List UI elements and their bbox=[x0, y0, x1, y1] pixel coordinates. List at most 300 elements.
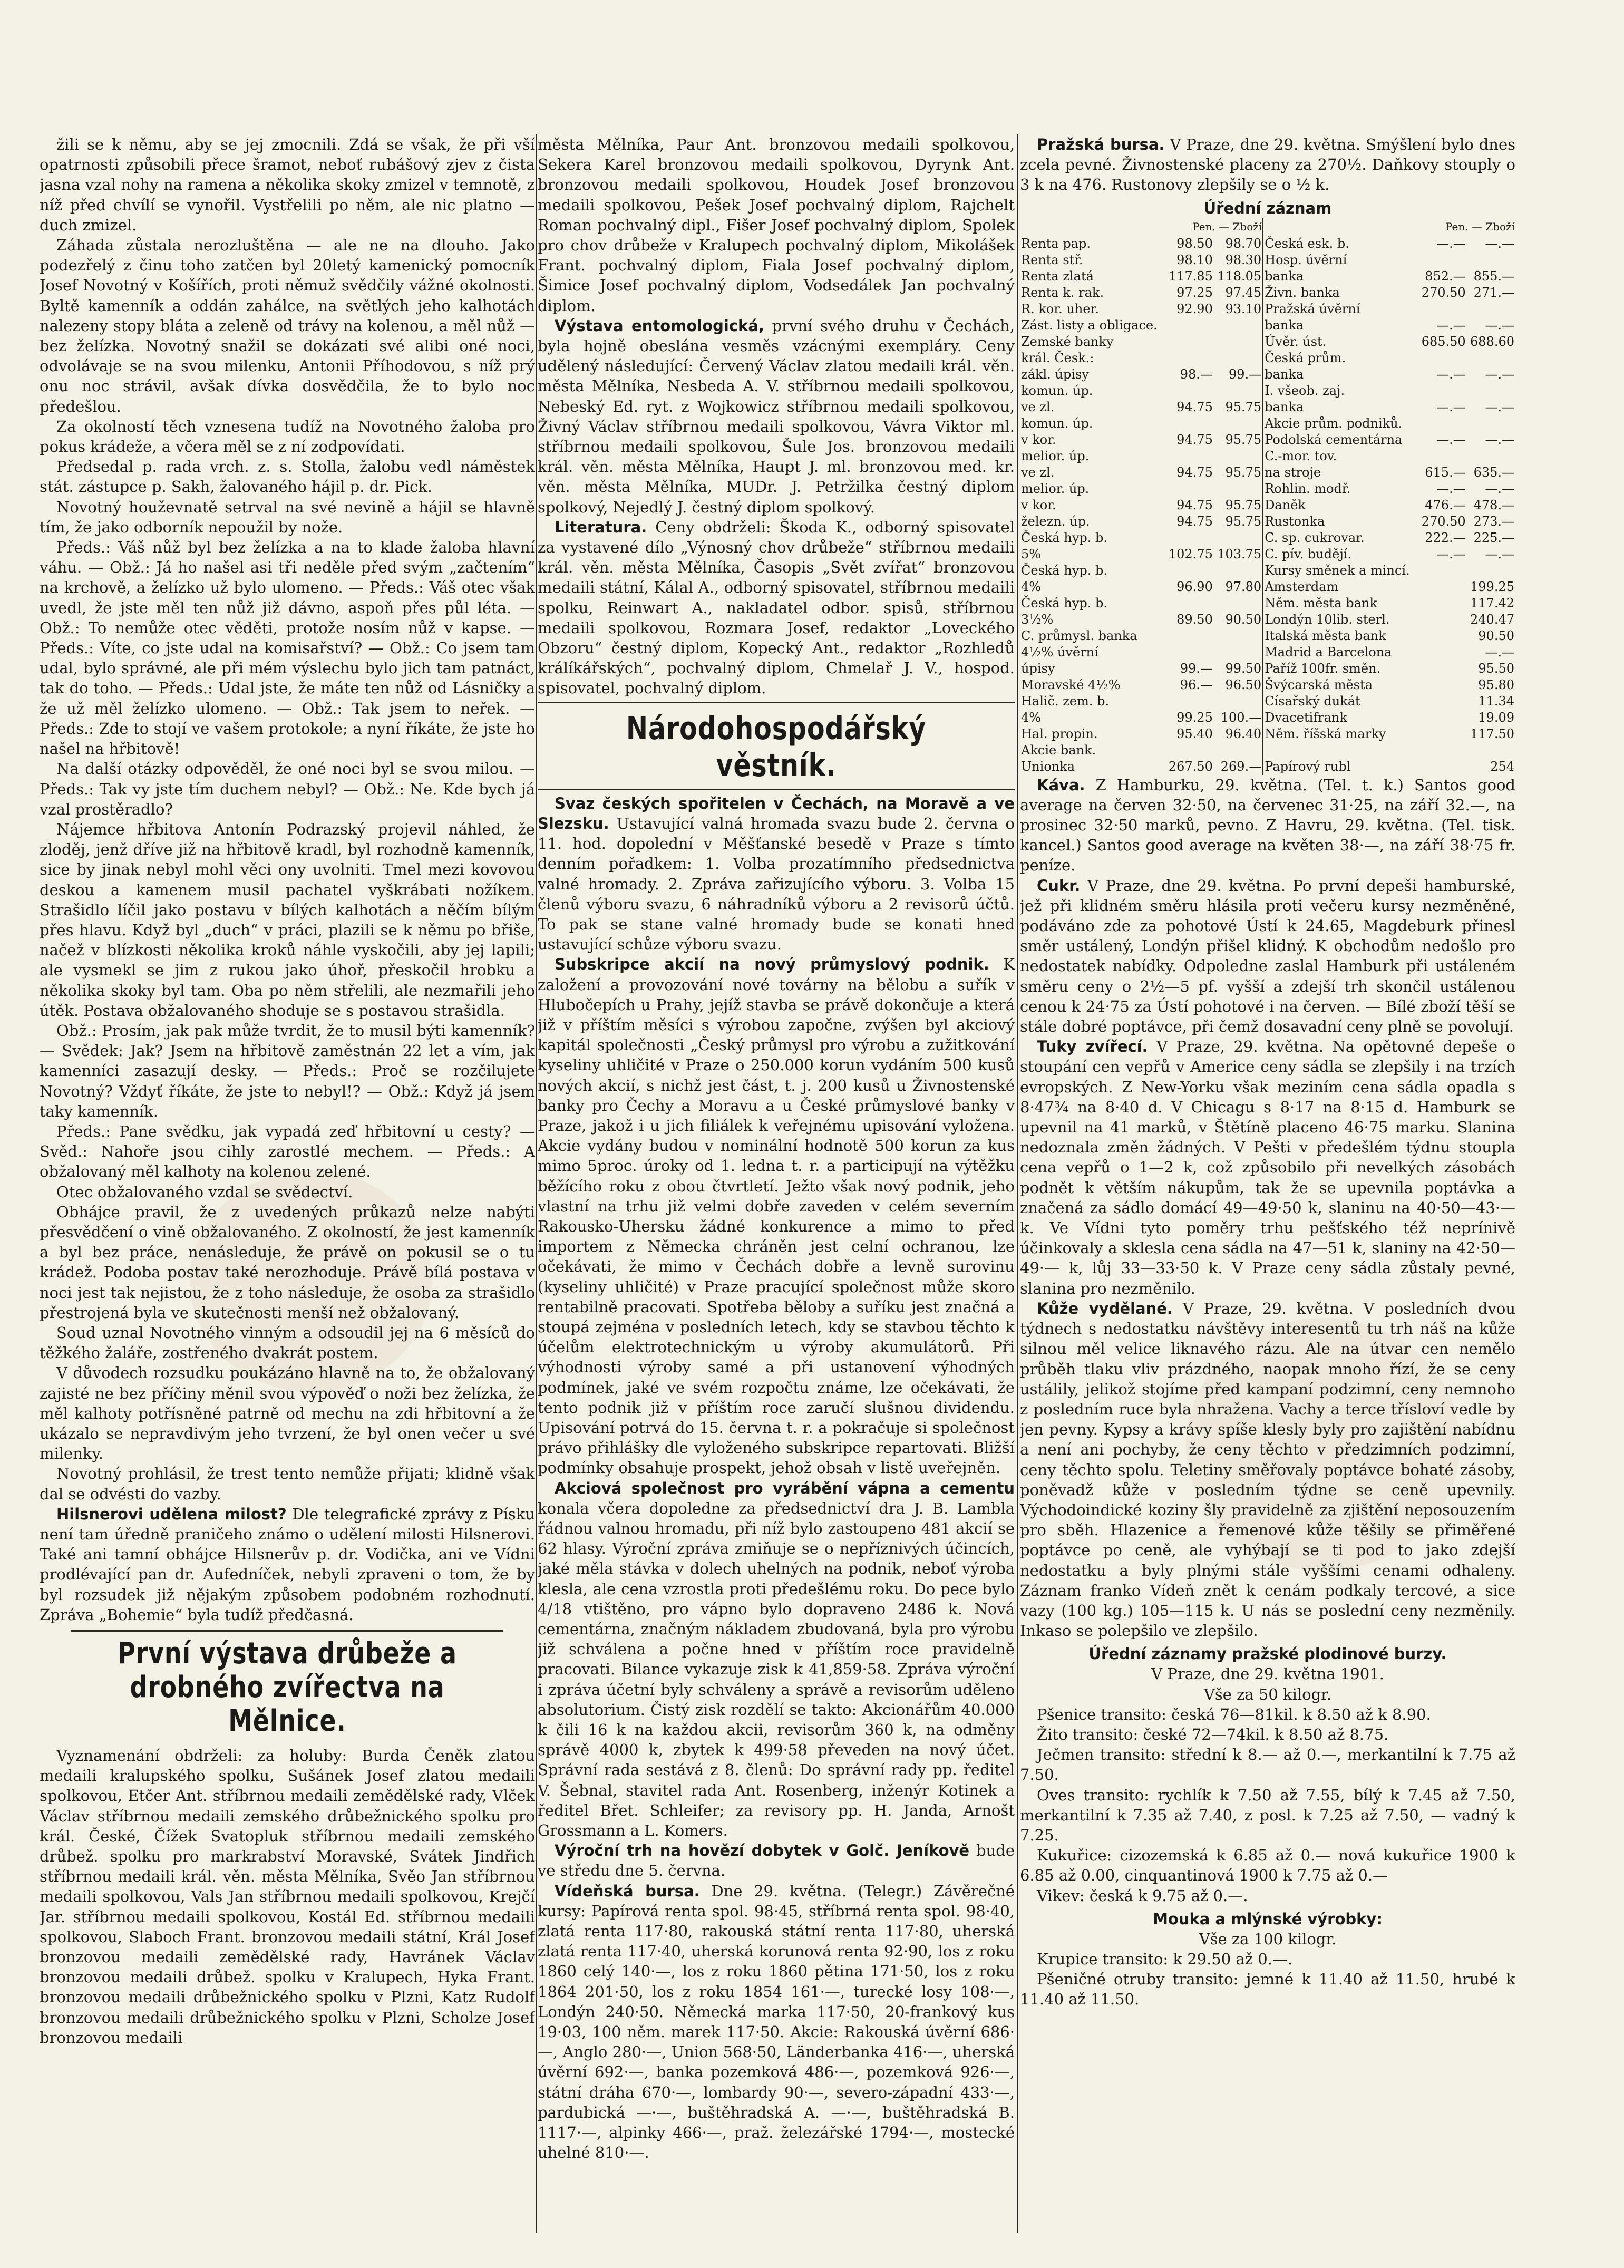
table-cell: 4% bbox=[1021, 579, 1042, 594]
table-cell: Dvacetifrank bbox=[1263, 710, 1418, 726]
table-cell: Renta k. rak. bbox=[1021, 285, 1104, 300]
lead-heading: Káva. bbox=[1037, 776, 1085, 794]
table-cell bbox=[1467, 383, 1515, 399]
table-cell bbox=[1418, 563, 1466, 579]
article-svaz bbox=[538, 793, 1015, 955]
table-row bbox=[1020, 399, 1515, 415]
article-text: Dle telegrafické zprávy z Písku není tam úředně praničeho známo o udělení milosti Hilsnerovi. Také ani tamní obhájce Hilsnerův p. dr. Vodička, ani ve Vídni prodlévající pan dr. Aufedníček, nebyli zpraveni o tom, že by byl rozsudek již nějakým způsobem podobném rozhodnutí. Zpráva „Bohemie“ byla tudíž předčasná. bbox=[40, 1505, 535, 1624]
article-text: konala včera dopoledne za předsednictví dra J. B. Lambla řádnou valnou hromadu, při níž bylo zastoupeno 481 akcií se 62 hlasy. Výroční zpráva zmiňuje se o nepříznivých účincích, jaké měla stávka v dolech uhelných na podnik, neboť výroba klesla, ale cena vzrostla proti předešlému roku. Do pece bylo 4/18 vtištěno, pro vápno bylo dopraveno 2486 k. Nová cementárna, značným nákladem zbudovaná, byla pro výrobu již schválena a počne hned v příštím roce pravidelně pracovati. Bilance vykazuje zisk k 41,859·58. Zpráva výroční i zpráva účetní byly schváleny a správě a revisorům uděleno absolutorium. Čistý zisk rozdělí se takto: Akcionářům 40.000 k čili 16 k na každou akcii, revisorům 360 k, na odměny správě 4000 k, zbytek k 499·58 převeden na nový účet. Správní rada sestává z 8. členů: Do správní rady pp. ředitel V. Šebnal, stavitel rada Ant. Rosenberg, inženýr Kotinek a ředitel Břet. Schleifer; za revisory pp. H. Janda, Arnošt Grossmann a L. Komers. bbox=[538, 1499, 1015, 1840]
table-cell bbox=[1467, 448, 1515, 464]
table-cell: 118.05 bbox=[1217, 268, 1262, 284]
table-cell bbox=[1165, 693, 1214, 710]
table-row bbox=[1020, 301, 1515, 317]
produce-price-line: Vikev: česká k 9.75 až 0.—. bbox=[1037, 1886, 1248, 1905]
separator bbox=[71, 1630, 503, 1632]
table-cell bbox=[1214, 481, 1263, 497]
lead-heading: Výstava entomologická, bbox=[555, 316, 764, 335]
article-paragraph: Obhájce pravil, že z uvedených průkazů nelze nabýti přesvědčení o vině obžalovaného. Z okolností, že jest kamenník a byl bez práce, nenásleduje, že právě on pokusil se o tu krádež. Podoba postav také nerozhoduje. Právě bílá postava v noci jest tak nejistou, že z toho následuje, že osoba za strašidlo přestrojená byla ve skutečnosti menší než obžalovaný. bbox=[40, 1203, 535, 1322]
table-row bbox=[1020, 563, 1515, 579]
article-text: V Praze, 29. května. Na opětovné depeše o stoupání cen vepřů v Americe ceny sádla se zlepšily i na trzích evropských. Z New-Yorku však meziním cena sádla opadla s 8·47¾ na 8·40 d. V Chicagu s 8·17 na 8·15 d. Hamburk se upevnil na 41 marků, v Štětíně placeno 46·75 marku. Slanina nedoznala změn žádných. V Pešti v předešlém týdnu stoupla cena vepřů o 1—2 k, což způsobilo při nevelkých zásobách podnět k větším nákupům, tak že se upevnila poptávka a značená za sádlo domácí 49—49·50 k, slaninu na 40·50—43·— k. Ve Vídni tyto poměry trhu pešťského též neprínivě účinkovaly a sklesla cena sádla na 47—51 k, slaniny na 42·50—49·— k, lůj 33—33·50 k. V Praze ceny sádla zůstaly pevné, slanina pro nezměnilo. bbox=[1020, 1038, 1515, 1297]
table-cell: R. kor. uher. bbox=[1021, 301, 1099, 316]
article-paragraph: Za okolností těch vznesena tudíž na Novotného žaloba pro pokus krádeže, a včera měl se z ní zodpovídati. bbox=[40, 417, 535, 456]
column-1 bbox=[40, 134, 535, 2233]
table-cell: 94.75 bbox=[1176, 513, 1213, 529]
table-cell: 476.— bbox=[1425, 497, 1466, 512]
table-cell: Úvěr. úst. bbox=[1263, 334, 1418, 350]
section-heading: První výstava drůbeže a drobného zvířectva na Mělnice. bbox=[118, 1636, 457, 1739]
table-cell: 225.— bbox=[1473, 530, 1514, 545]
table-row bbox=[1020, 497, 1515, 513]
article-text: Z Hamburku, 29. května. (Tel. t. k.) Santos good average na červen 32·50, na červenec 31·25, na září 32.—, na prosinec 32·50 marků, pevno. Z Havru, 29. května. (Tel. tisk. kancel.) Santos good average na květen 38·—, na září 38·75 fr. peníze. bbox=[1020, 776, 1515, 875]
article-prazska-bursa bbox=[1020, 134, 1515, 195]
table-cell bbox=[1418, 301, 1466, 317]
table-cell bbox=[1165, 334, 1214, 350]
table-cell: 90.50 bbox=[1225, 612, 1262, 627]
article-literature bbox=[538, 517, 1015, 699]
table-cell bbox=[1418, 350, 1466, 366]
column-rule bbox=[536, 134, 537, 2233]
table-cell bbox=[1214, 644, 1263, 661]
article-kava bbox=[1020, 775, 1515, 876]
table-cell: 271.— bbox=[1473, 285, 1514, 300]
article-paragraph: Otec obžalovaného vzdal se svědectví. bbox=[56, 1183, 353, 1201]
table-cell bbox=[1467, 350, 1515, 366]
article-paragraph: Obž.: Prosím, jak pak může tvrdit, že to musil býti kamenník? — Svědek: Jak? Jsem na hřbitově zaměstnán 22 let a vím, jak kamenníci zasazují desky. — Předs.: Proč se rozčilujete Novotný? Vždyť říkáte, že jste to nebyl!? — Obž.: Když já jsem taky kamenník. bbox=[40, 1021, 535, 1120]
table-cell: Něm. města bank bbox=[1263, 595, 1418, 612]
table-cell: 615.— bbox=[1425, 464, 1466, 480]
table-row bbox=[1020, 710, 1515, 726]
column-header: Pen. — Zboží bbox=[1192, 220, 1262, 233]
table-cell: 685.50 bbox=[1421, 334, 1466, 349]
table-row bbox=[1020, 448, 1515, 464]
table-cell: 97.45 bbox=[1225, 285, 1262, 300]
table-cell: 95.40 bbox=[1176, 726, 1213, 741]
table-cell: Moravské 4½% bbox=[1021, 677, 1121, 692]
lead-heading: Cukr. bbox=[1037, 876, 1081, 895]
table-cell: —.— bbox=[1485, 481, 1514, 496]
table-cell: v kor. bbox=[1021, 432, 1056, 447]
article-paragraph: V důvodech rozsudku poukázáno hlavně na to, že obžalovaný zajisté ne bez příčiny měnil svou výpověď o noži bez želízka, že měl kalhoty potřísněné patrně od mechu na zdi hřbitovní a že ukázalo se nepravdivým jeho tvrzení, že byl onen večer u své milenky. bbox=[40, 1364, 535, 1463]
article-paragraph: Předsedal p. rada vrch. z. s. Stolla, žalobu vedl náměstek stát. zástupce p. Sakh, žalovaného hájil p. dr. Pick. bbox=[40, 458, 535, 496]
table-cell: 855.— bbox=[1473, 268, 1514, 284]
lead-heading: Pražská bursa. bbox=[1037, 135, 1165, 153]
table-cell: 96.40 bbox=[1225, 726, 1262, 741]
lead-heading: Svaz českých spořitelen v Čechách, na Moravě a ve Slezsku. bbox=[538, 794, 1015, 832]
section-heading: Mouka a mlýnské výrobky: bbox=[1153, 1910, 1383, 1928]
lead-heading: Literatura. bbox=[555, 518, 647, 536]
table-cell: Akcie bank. bbox=[1021, 742, 1096, 758]
table-cell: 267.50 bbox=[1168, 759, 1213, 774]
table-cell: —.— bbox=[1485, 644, 1514, 660]
table-cell: 95.75 bbox=[1225, 399, 1262, 414]
article-paragraph: Předs.: Pane svědku, jak vypadá zeď hřbitovní u cesty? — Svěd.: Nahoře jsou cihly zarostlé mechem. — Předs.: A obžalovaný měl kalhoty na kolenou zelené. bbox=[40, 1122, 535, 1181]
column-header: Pen. — Zboží bbox=[1445, 220, 1515, 233]
table-cell: 5% bbox=[1021, 546, 1042, 561]
table-cell bbox=[1214, 595, 1263, 612]
table-cell bbox=[1165, 317, 1214, 334]
table-cell bbox=[1214, 383, 1263, 399]
table-cell: 99.50 bbox=[1225, 661, 1262, 676]
table-cell: Renta zlatá bbox=[1021, 268, 1094, 284]
article-kuze bbox=[1020, 1298, 1515, 1641]
table-cell: 96.— bbox=[1180, 677, 1213, 692]
table-cell: 270.50 bbox=[1421, 513, 1466, 529]
table-cell: Česká hyp. b. bbox=[1021, 530, 1107, 545]
table-row bbox=[1020, 464, 1515, 481]
table-cell: C. pív. budějí. bbox=[1263, 546, 1418, 563]
table-row bbox=[1020, 677, 1515, 693]
table-cell: komun. úp. bbox=[1021, 383, 1093, 398]
table-cell: 117.50 bbox=[1470, 726, 1514, 741]
table-cell: —.— bbox=[1436, 317, 1466, 333]
table-cell: Akcie prům. podniků. bbox=[1263, 415, 1418, 432]
table-cell: 98.30 bbox=[1225, 252, 1262, 267]
article-paragraph: Záhada zůstala nerozluštěna — ale ne na dlouho. Jako podezřelý z činu toho zatčen byl 20letý kamenický pomocník Josef Novotný v Košířích, proti němuž svědčily vážné okolnosti. Byltě kamenník a oddán zahálce, na světlých jeho kalhotách nalezeny stopy bláta a zeleně od trávy na kolenou, a měl nůž — bez želízka. Novotný snažil se dokázati své alibi oné noci, odvolávaje se na svou milenku, Antonii Příhodovou, s níž prý onu noc strávil, avšak dívka dosvědčila, že to bylo noc předešlou. bbox=[40, 236, 535, 415]
column-rule bbox=[1017, 134, 1018, 2233]
produce-price-line: Oves transito: rychlík k 7.50 až 7.55, bílý k 7.45 až 7.50, merkantilní k 7.35 až 7.40, z posl. k 7.25 až 7.50, — vadný k 7.25. bbox=[1020, 1786, 1515, 1844]
table-cell: 3½% bbox=[1021, 612, 1054, 627]
table-cell: úpisy bbox=[1021, 661, 1055, 676]
table-cell: Papírový rubl bbox=[1263, 759, 1418, 775]
table-cell: Zást. listy a obligace. bbox=[1021, 317, 1158, 333]
table-cell bbox=[1418, 677, 1466, 693]
lead-heading: Hilsnerovi udělena milost? bbox=[56, 1505, 287, 1523]
table-row bbox=[1020, 252, 1515, 268]
table-cell bbox=[1214, 563, 1263, 579]
table-cell: na stroje bbox=[1263, 464, 1418, 481]
section-heading: Úřední záznamy pražské plodinové burzy. bbox=[1088, 1645, 1447, 1663]
table-cell: 11.34 bbox=[1478, 693, 1514, 709]
table-cell bbox=[1165, 350, 1214, 366]
table-cell bbox=[1418, 612, 1466, 628]
table-row bbox=[1020, 759, 1515, 775]
produce-price-line: Žito transito: české 72—74kil. k 8.50 až 8.75. bbox=[1037, 1725, 1389, 1743]
table-cell: 98.10 bbox=[1176, 252, 1213, 267]
table-cell: 95.50 bbox=[1478, 661, 1514, 676]
table-cell bbox=[1467, 301, 1515, 317]
table-cell bbox=[1165, 383, 1214, 399]
table-cell: Amsterdam bbox=[1263, 579, 1418, 595]
table-cell: Italská města bank bbox=[1263, 628, 1418, 644]
table-cell bbox=[1214, 334, 1263, 350]
table-cell bbox=[1214, 415, 1263, 432]
table-cell bbox=[1418, 726, 1466, 742]
table-cell: Česká esk. b. bbox=[1263, 236, 1418, 252]
table-cell: C.-mor. tov. bbox=[1263, 448, 1418, 464]
table-cell: 94.75 bbox=[1176, 399, 1213, 414]
article-paragraph: Nájemce hřbitova Antonín Podrazský projevil náhled, že zloděj, jenž dříve již na hřbitově kradl, byl rozhodně kamenník, sice by jinak nebyl mohl věci ony uvolniti. Tmel mezi kovovou deskou a kamenem musil pachatel vyškrábati nožíkem. Strašidlo líčil jako postavu v bílých kalhotách a něčím bílým přes hlavu. Když byl „duch“ v práci, plazili se k němu po břiše, načež v blízkosti několika kroků náhle vyskočili, aby jej lapili; ale vysmekl se jim z rukou jako úhoř, přeskočil hrobku a několika skoky byl tam. Oba po něm střelili, ale nezmařili jeho útěk. Postava obžalovaného shoduje se s postavou strašidla. bbox=[40, 820, 535, 1020]
table-row bbox=[1020, 317, 1515, 334]
column-3 bbox=[1020, 134, 1515, 2233]
table-cell: —.— bbox=[1485, 317, 1514, 333]
table-cell bbox=[1214, 448, 1263, 464]
table-row bbox=[1020, 726, 1515, 742]
table-cell bbox=[1418, 252, 1466, 268]
article-text: V Praze, dne 29. května. Po první depeši hamburské, jež při klidném směru hlásila proti večeru kursy nezměněné, podáváno zde za pohotové Ústí k 24.65, Magdeburk přinesl směr ustálený, Londýn přišel klidný. K obchodům nedošlo pro nedostatek nabídky. Odpoledne zaslal Hamburk při ustáleném směru ceny o 2½—5 pf. vyšší a zdejší trh skončil ustálenou cenou k 24·75 za Ústí pohotové i na červen. — Bílé zboží těší se stále dobré poptávce, při čemž dosavadní ceny plně se povolují. bbox=[1020, 876, 1515, 1036]
table-cell: 99.— bbox=[1180, 661, 1213, 676]
table-row bbox=[1020, 383, 1515, 399]
article-text: V Praze, dne 29. května. Smýšlení bylo dnes zcela pevné. Živnostenské placeny za 270½. Daňkovy stouply o 3 k na 476. Rustonovy zlepšily se o ½ k. bbox=[1020, 135, 1515, 194]
table-cell: I. všeob. zaj. bbox=[1263, 383, 1418, 399]
table-cell bbox=[1165, 628, 1214, 644]
table-cell: Rustonka bbox=[1263, 513, 1418, 530]
article-paragraph: Novotný houževnatě setrval na své nevině a hájil se hlavně tím, že jako odborník nepoužil by nože. bbox=[40, 498, 535, 536]
table-cell: 688.60 bbox=[1470, 334, 1514, 349]
table-cell: banka bbox=[1263, 268, 1418, 285]
table-cell: melior. úp. bbox=[1021, 448, 1090, 463]
table-cell bbox=[1418, 383, 1466, 399]
produce-price-line: Ječmen transito: střední k 8.— až 0.—, merkantilní k 7.75 až 7.50. bbox=[1020, 1746, 1515, 1784]
table-cell: 97.80 bbox=[1225, 579, 1262, 594]
table-cell: 852.— bbox=[1425, 268, 1466, 284]
table-row bbox=[1020, 742, 1515, 759]
table-cell: 117.42 bbox=[1470, 595, 1514, 610]
table-cell bbox=[1165, 448, 1214, 464]
lead-heading: Subskripce akcií na nový průmyslový podnik. bbox=[555, 955, 989, 974]
table-row bbox=[1020, 661, 1515, 677]
table-cell: 98.50 bbox=[1176, 236, 1213, 251]
table-cell: 270.50 bbox=[1421, 285, 1466, 300]
article-paragraph: Soud uznal Novotného vinným a odsoudil jej na 6 měsíců do těžkého žaláře, zostřeného dvakrát postem. bbox=[40, 1323, 535, 1362]
article-text: Vyznamenání obdrželi: za holuby: Burda Čeněk zlatou medaili kralupského spolku, Sušánek Josef zlatou medaili spolkovou, Etčer Ant. stříbrnou medaili zemědělské rady, Vlček Václav stříbrnou medaili zemského drůbežnického spolku pro král. České, Čížek Svatopluk stříbrnou medaili zemského drůbež. spolku pro markrabství Moravské, Svátek Jindřich stříbrnou medaili král. věn. města Mělníka, Svěo Jan stříbrnou medaili spolkovou, Vals Jan stříbrnou medaili spolkovou, Krejčí Jar. stříbrnou medaili spolkovou, Kostál Ed. stříbrnou medaili spolkovou, Slaboch Frant. bronzovou medaili státní, Král Josef bronzovou medaili zemědělské rady, Havránek Václav bronzovou medaili drůbež. spolku v Kralupech, Hyka Frant. bronzovou medaili drůbežnického spolku v Plzni, Katz Rudolf bronzovou medaili drůbežnického spolku v Plzni, Scholze Josef bronzovou medaili bbox=[40, 1747, 535, 2047]
table-cell: 96.50 bbox=[1225, 677, 1262, 692]
table-row bbox=[1020, 644, 1515, 661]
table-cell: 4% bbox=[1021, 710, 1042, 725]
table-cell: —.— bbox=[1436, 366, 1466, 382]
table-cell: Halič. zem. b. bbox=[1021, 693, 1110, 709]
table-cell: 95.80 bbox=[1478, 677, 1514, 692]
table-cell: Císařský dukát bbox=[1263, 693, 1418, 710]
table-row bbox=[1020, 236, 1515, 252]
table-cell bbox=[1418, 661, 1466, 677]
table-row bbox=[1020, 546, 1515, 563]
article-akciova bbox=[538, 1478, 1015, 1841]
table-cell: 269.— bbox=[1220, 759, 1262, 774]
table-cell: Česká hyp. b. bbox=[1021, 563, 1107, 578]
table-cell bbox=[1165, 595, 1214, 612]
table-cell: 222.— bbox=[1425, 530, 1466, 545]
article-cukr bbox=[1020, 876, 1515, 1037]
table-cell bbox=[1214, 628, 1263, 644]
table-cell: 96.90 bbox=[1176, 579, 1213, 594]
table-cell: ve zl. bbox=[1021, 399, 1055, 414]
table-cell bbox=[1467, 742, 1515, 759]
table-cell: Kursy směnek a mincí. bbox=[1263, 563, 1418, 579]
table-cell bbox=[1418, 415, 1466, 432]
article-entomology bbox=[538, 316, 1015, 517]
table-cell: Hal. propin. bbox=[1021, 726, 1098, 741]
table-cell: Česká prům. bbox=[1263, 350, 1418, 366]
table-cell: ve zl. bbox=[1021, 464, 1055, 480]
table-cell: 117.85 bbox=[1168, 268, 1213, 284]
table-cell: —.— bbox=[1436, 432, 1466, 447]
table-cell: 95.75 bbox=[1225, 497, 1262, 512]
table-cell: Renta pap. bbox=[1021, 236, 1091, 251]
table-cell: 254 bbox=[1490, 759, 1514, 774]
table-row bbox=[1020, 612, 1515, 628]
table-cell bbox=[1418, 579, 1466, 595]
table-row bbox=[1020, 334, 1515, 350]
table-cell bbox=[1418, 742, 1466, 759]
table-cell: —.— bbox=[1485, 366, 1514, 382]
table-cell bbox=[1418, 595, 1466, 612]
article-videnska-bursa bbox=[538, 1881, 1015, 2163]
table-cell: banka bbox=[1263, 366, 1418, 383]
table-cell bbox=[1418, 759, 1466, 775]
table-cell: Londýn 10lib. sterl. bbox=[1263, 612, 1418, 628]
separator bbox=[538, 789, 1015, 790]
table-cell: Madrid a Barcelona bbox=[1263, 644, 1418, 661]
article-vyrocni-trh bbox=[538, 1840, 1015, 1881]
article-paragraph: Předs.: Váš nůž byl bez želízka a na to klade žaloba hlavní váhu. — Obž.: Já ho našel asi tři neděle před svým „začtením“ na krchově, a želízko už bylo ulomeno. — Předs.: Váš otec však uvedl, že jste měl ten nůž již dávno, aspoň přes půl léta. — Obž.: To nemůže otec věděti, protože nosím nůž v kapse. — Předs.: Víte, co jste udal na komisařství? — Obž.: Co jsem tam udal, bylo správné, ale při mém výslechu bylo jich tam patnáct, tak do toho. — Předs.: Udal jste, že máte ten nůž od Lásničky a že už měl želízko ulomeno. — Obž.: Tak jsem to neřek. — Předs.: Zde to stojí ve vašem protokole; a nyní říkáte, že jste ho našel na hřbitově! bbox=[40, 538, 535, 758]
article-text: K založení a provozování nové továrny na bělobu a suřík v Hlubočepích u Prahy, jejíž stavba se právě dokončuje a která již v příštím měsíci s výrobou započne, zvýšen byl akciový kapitál společnosti „Český průmysl pro výrobu a zužitkování kyseliny uhličité v Praze o 250.000 korun vydáním 500 kusů nových akcií, s nichž jest část, t. j. 200 kusů u Živnostenské banky pro Čechy a Moravu a u České průmyslové banky v Praze, jakož i u jich filiálek k veřejnému upisování vyložena. Akcie vydány budou v nominální hodnotě 500 korun za kus mimo 5proc. úroky od 1. ledna t. r. a participují na výtěžku běžícího roku z obou čtvrtletí. Ježto však nový podnik, jeho vlastní na trhu již velmi dobře zaveden v celém severním Rakousko-Uhersku žádné konkurence a mimo to před importem z Německa chráněn jest celní ochranou, lze očekávati, že mimo v Čechách dobře a levně surovinu (kyseliny uhličité) v Praze pracující společnost může skoro rentabilně pracovati. Spotřeba běloby a suříku jest značná a stoupá zejména v posledních letech, kdy se stavbou těchto k účelům elektrotechnickým u výroby akumulátorů. Při výhodnosti výroby samé a při ustanovení výhodných podmínek, jaké ve svém rozpočtu známe, lze očekávati, že tento podnik již v příštím roce zaručí slušnou dividendu. Upisování potrvá do 15. června t. r. a pokračuje si společnost právo přihlášky dle vyloženého subskripce repartovati. Bližší podmínky obsahuje prospekt, jehož obsah v listě uveřejněn. bbox=[538, 955, 1015, 1477]
article-paragraph: Novotný prohlásil, že trest tento nemůže přijati; klidně však dal se odvésti do vazby. bbox=[40, 1465, 535, 1503]
table-cell: 19.09 bbox=[1478, 710, 1514, 725]
table-cell: Zemské banky bbox=[1021, 334, 1114, 349]
table-row bbox=[1020, 366, 1515, 383]
flour-price-line: Pšeničné otruby transito: jemné k 11.40 až 11.50, hrubé k 11.40 až 11.50. bbox=[1020, 1970, 1515, 2009]
table-row bbox=[1020, 432, 1515, 448]
table-cell: 95.75 bbox=[1225, 513, 1262, 529]
table-cell bbox=[1165, 530, 1214, 546]
table-cell: 99.25 bbox=[1176, 710, 1213, 725]
table-cell: v kor. bbox=[1021, 497, 1056, 512]
table-cell bbox=[1214, 742, 1263, 759]
market-table bbox=[1020, 218, 1515, 775]
table-cell: C. sp. cukrovar. bbox=[1263, 530, 1418, 546]
table-cell: Podolská cementárna bbox=[1263, 432, 1418, 448]
table-cell: —.— bbox=[1436, 481, 1466, 496]
table-cell: —.— bbox=[1485, 236, 1514, 251]
table-cell: —.— bbox=[1485, 399, 1514, 414]
table-cell: —.— bbox=[1436, 236, 1466, 251]
table-cell bbox=[1214, 530, 1263, 546]
lead-heading: Kůže vydělané. bbox=[1037, 1299, 1173, 1317]
table-cell: železn. úp. bbox=[1021, 513, 1090, 529]
table-cell bbox=[1214, 317, 1263, 334]
table-row bbox=[1020, 285, 1515, 301]
table-cell: 199.25 bbox=[1470, 579, 1514, 594]
table-cell: komun. úp. bbox=[1021, 415, 1093, 431]
produce-price-line: Kukuřice: cizozemská k 6.85 až 0.— nová kukuřice 1900 k 6.85 až 0.00, cinquantinová 1900 k 7.75 až 0.— bbox=[1020, 1846, 1515, 1885]
table-cell: Živn. banka bbox=[1263, 285, 1418, 301]
table-cell: 89.50 bbox=[1176, 612, 1213, 627]
table-cell: 94.75 bbox=[1176, 432, 1213, 447]
article-hilsner bbox=[40, 1504, 535, 1625]
article-text: Dne 29. května. (Telegr.) Závěrečné kursy: Papírová renta spol. 98·45, stříbrná renta spol. 98·40, zlatá renta 117·80, rakouská státní renta 117·80, uherská zlatá renta 117·40, uherská korunová renta 92·90, los z roku 1860 celý 140·—, los z roku 1860 pětina 171·50, los z roku 1864 201·50, los z roku 1854 161·—, turecké losy 108·—, Londýn 240·50. Německá marka 117·50, 20-frankový kus 19·03, 100 něm. marek 117·50. Akcie: Rakouská úvěrní 686·—, Anglo 280·—, Union 568·50, Länderbanka 416·—, uherská úvěrní 692·—, banka pozemková 486·—, pozemková 926·—, státní dráha 670·—, lombardy 90·—, severo-západní 433·—, pardubická —·—, buštěhradská A. —·—, buštěhradská B. 1117·—, alpinky 466·—, praž. železářské 1794·—, mostecké uhelné 810·—. bbox=[538, 1882, 1015, 2162]
table-cell: 94.75 bbox=[1176, 497, 1213, 512]
article-text: Ustavující valná hromada svazu bude 2. června o 11. hod. dopolední v Měšťanské besedě v Praze s tímto denním pořadkem: 1. Volba prozatímního předsednictva valné hromady. 2. Zpráva zařizujícího výboru. 3. Volba 15 členů výboru svazu, 6 náhradníků výboru a 2 revisorů účtů. To pak se stane valné hromady bude se konati hned ustavující schůze výboru svazu. bbox=[538, 814, 1015, 954]
produce-list bbox=[1020, 1704, 1515, 1906]
article-text: první svého druhu v Čechách, byla hojně obeslána vesměs vzácnými exempláry. Ceny udělený následující: Červený Václav zlatou medaili král. věn. města Mělníka, Nesbeda A. V. stříbrnou medaili spolkovou, Nebeský Ed. ryt. z Wojkowicz stříbrnou medaili spolkovou, Živný Václav stříbrnou medaili spolkovou, Vávra Viktor ml. stříbrnou medaili spolkovou, Šule Jos. bronzovou medaili král. věn. města Mělníka, Haupt J. ml. bronzovou med. kr. věn. města Mělníka, MUDr. J. Petržilka čestný diplom spolkový, Nejedlý J. čestný diplom spolkový. bbox=[538, 316, 1015, 516]
table-cell bbox=[1467, 563, 1515, 579]
table-row bbox=[1020, 628, 1515, 644]
lead-heading: Tuky zvířecí. bbox=[1037, 1038, 1148, 1056]
table-cell bbox=[1214, 350, 1263, 366]
table-cell: Pražská úvěrní bbox=[1263, 301, 1418, 317]
table-row bbox=[1020, 595, 1515, 612]
table-cell: 478.— bbox=[1473, 497, 1514, 512]
table-cell bbox=[1418, 693, 1466, 710]
table-cell: Daněk bbox=[1263, 497, 1418, 513]
table-cell: 4½% úvěrní bbox=[1021, 644, 1098, 660]
table-cell: Paříž 100fr. směn. bbox=[1263, 661, 1418, 677]
table-row bbox=[1020, 481, 1515, 497]
table-cell: 97.25 bbox=[1176, 285, 1213, 300]
flour-list bbox=[1020, 1949, 1515, 2010]
table-cell: —.— bbox=[1485, 432, 1514, 447]
table-cell bbox=[1467, 415, 1515, 432]
article-paragraph: žili se k němu, aby se jej zmocnili. Zdá se však, že při vší opatrnosti způsobili přece šramot, neboť rubášový zjev z čista jasna vzal nohy na ramena a několika skoky zmizel v temnotě, z níž před chvílí se vynořil. Vystřelili po něm, ale nic platno — duch zmizel. bbox=[40, 135, 535, 234]
lead-heading: Akciová společnost pro vyrábění vápna a cementu bbox=[555, 1479, 1015, 1497]
table-cell: 100.— bbox=[1220, 710, 1262, 725]
lead-heading: Vídeňská bursa. bbox=[555, 1882, 700, 1900]
lead-heading: Výroční trh na hovězí dobytek v Golč. Jeníkově bbox=[555, 1841, 970, 1860]
table-row bbox=[1020, 693, 1515, 710]
article-subskripce bbox=[538, 954, 1015, 1478]
table-row bbox=[1020, 415, 1515, 432]
market-table-title: Úřední záznam bbox=[1203, 199, 1332, 217]
table-cell bbox=[1467, 252, 1515, 268]
table-cell: —.— bbox=[1436, 399, 1466, 414]
table-cell: 90.50 bbox=[1478, 628, 1514, 643]
table-cell bbox=[1214, 693, 1263, 710]
column-2 bbox=[538, 134, 1015, 2233]
table-cell: 92.90 bbox=[1176, 301, 1213, 316]
table-cell: banka bbox=[1263, 317, 1418, 334]
table-cell: 635.— bbox=[1473, 464, 1514, 480]
article-tuky bbox=[1020, 1036, 1515, 1298]
table-row bbox=[1020, 268, 1515, 285]
table-cell: král. Česk.: bbox=[1021, 350, 1094, 365]
table-cell: C. průmysl. banka bbox=[1021, 628, 1137, 643]
table-cell: 93.10 bbox=[1225, 301, 1262, 316]
table-cell: Něm. říšská marky bbox=[1263, 726, 1418, 742]
table-cell bbox=[1165, 644, 1214, 661]
article-text: Ceny obdrželi: Škoda K., odborný spisovatel za vystavené dílo „Výnosný chov drůbeže“ stříbrnou medaili král. věn. města Mělníka, Časopis „Svět zvířat“ bronzovou medaili státní, Kálal A., odborný spisovatel, stříbrnou medaili spolku, Reinwart A., nakladatel odbor. spisů, stříbrnou medaili spolkovou, Rozmara Josef, redaktor „Loveckého Obzoru“ čestný diplom, Kopecký Ant., redaktor „Rozhledů králíkářských“, pochvalný diplom, Chmelař J. V., hospod. spisovatel, pochvalný diplom. bbox=[538, 518, 1015, 697]
article-ghost-trial bbox=[40, 134, 535, 1504]
article-paragraph: Na další otázky odpověděl, že oné noci byl se svou milou. — Předs.: Tak vy jste tím duchem nebyl? — Obž.: Ne. Kde bych já vzal prostěradlo? bbox=[40, 760, 535, 818]
table-cell: 95.75 bbox=[1225, 464, 1262, 480]
table-cell bbox=[1263, 742, 1418, 759]
table-cell bbox=[1418, 710, 1466, 726]
table-header-row bbox=[1020, 218, 1515, 236]
table-cell: 95.75 bbox=[1225, 432, 1262, 447]
article-text: města Mělníka, Paur Ant. bronzovou medaili spolkovou, Sekera Karel bronzovou medaili spolkovou, Dyrynk Ant. bronzovou medaili spolkovou, Houdek Josef bronzovou medaili spolkovou, Pešek Josef pochvalný diplom, Rajchelt Roman pochvalný dipl., Fišer Josef pochvalný diplom, Spolek pro chov drůbeže v Kralupech pochvalný diplom, Mikolášek Frant. pochvalný diplom, Fiala Josef pochvalný diplom, Šimice Josef pochvalný diplom, Vodsedálek Jan pochvalný diplom. bbox=[538, 135, 1015, 315]
table-cell bbox=[1418, 448, 1466, 464]
table-cell: Hosp. úvěrní bbox=[1263, 252, 1418, 268]
table-row bbox=[1020, 530, 1515, 546]
separator bbox=[538, 702, 1015, 703]
table-cell: 240.47 bbox=[1470, 612, 1514, 627]
unit-line: Vše za 50 kilogr. bbox=[1203, 1685, 1332, 1703]
article-text: V Praze, 29. května. V posledních dvou týdnech s nedostatku návštěvy interesentů tu trh náš na kůže silnou měl velice liknavého rázu. Ale na útvar cen nemělo průběh tlaku vliv prázdného, naopak mnoho řízí, že se ceny ustálily, jelikož stojíme před kampaní podzimní, ceny nemnoho z posledním ruce byla nhražena. Vachy a terce třísloví vedle by jen pevny. Kypsy a krávy spíše klesly byly pro zajištění nabídnu a není ani pochyby, že ceny těchto v předzimních podzimní, ceny těchto spolu. Teletiny směřovaly poptávce bohaté zásoby, poněvadž kůže v posledním týdne se ceně upevnily. Východoindické koziny šly pravidelně za zjištění neposouzením pro sběh. Hlazenice a řemenové kůže těšily se přiměřené poptávce po ceně, ale vyhýbají se ti pod to jako zdejší nedostatku a byly plnými stále vyššími cenami odhaleny. Záznam franko Vídeň znět k cenám podkaly tercové, a sice vazy (100 kg.) 105—115 k. U nás se poslední ceny nezměnily. Inkaso se polepšilo ve zlepšilo. bbox=[1020, 1299, 1515, 1640]
table-cell: 99.— bbox=[1229, 366, 1262, 382]
table-cell: 103.75 bbox=[1217, 546, 1262, 561]
article-text: bude ve středu dne 5. června. bbox=[538, 1841, 1015, 1880]
table-row bbox=[1020, 579, 1515, 595]
table-cell: melior. úp. bbox=[1021, 481, 1090, 496]
table-cell: Unionka bbox=[1021, 759, 1075, 774]
table-cell: 98.70 bbox=[1225, 236, 1262, 251]
table-cell bbox=[1418, 628, 1466, 644]
table-cell: Rohlin. modř. bbox=[1263, 481, 1418, 497]
table-cell bbox=[1418, 644, 1466, 661]
table-cell bbox=[1165, 481, 1214, 497]
table-cell: —.— bbox=[1485, 546, 1514, 561]
flour-price-line: Krupice transito: k 29.50 až 0.—. bbox=[1037, 1950, 1293, 1968]
table-cell: Švýcarská města bbox=[1263, 677, 1418, 693]
